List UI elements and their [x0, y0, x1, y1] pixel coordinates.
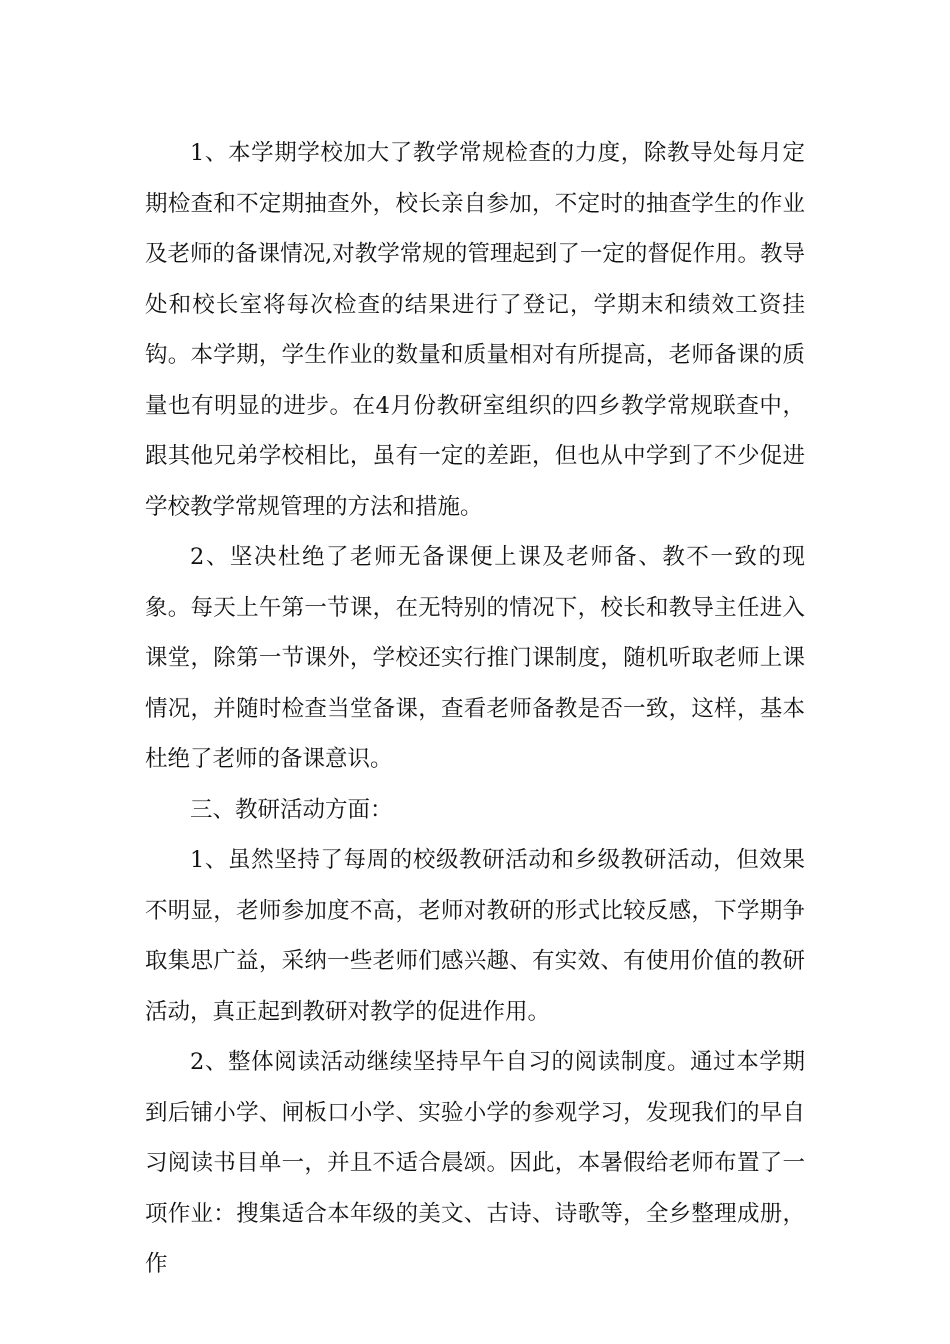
paragraph-reading-activities: 2、整体阅读活动继续坚持早午自习的阅读制度。通过本学期到后铺小学、闸板口小学、实验小学的参观学习，发现我们的早自习阅读书目单一，并且不适合晨颂。因此，本暑假给老师布置了一项作业：搜集适合本年级的美文、古诗、诗歌等，全乡整理成册，作 [145, 1049, 805, 1277]
document-body [145, 128, 805, 1290]
paragraph-research-activities: 1、虽然坚持了每周的校级教研活动和乡级教研活动，但效果不明显，老师参加度不高，老师对教研的形式比较反感，下学期争取集思广益，采纳一些老师们感兴趣、有实效、有使用价值的教研活动，真正起到教研对教学的促进作用。 [145, 847, 805, 1025]
paragraph-lesson-preparation: 2、坚决杜绝了老师无备课便上课及老师备、教不一致的现象。每天上午第一节课，在无特别的情况下，校长和教导主任进入课堂，除第一节课外，学校还实行推门课制度，随机听取老师上课情况，并随时检查当堂备课，查看老师备教是否一致，这样，基本杜绝了老师的备课意识。 [145, 544, 805, 772]
section-heading-teaching-research: 三、教研活动方面： [190, 796, 393, 823]
paragraph-routine-inspection: 1、本学期学校加大了教学常规检查的力度，除教导处每月定期检查和不定期抽查外，校长亲自参加，不定时的抽查学生的作业及老师的备课情况,对教学常规的管理起到了一定的督促作用。教导处和校长室将每次检查的结果进行了登记，学期末和绩效工资挂钩。本学期，学生作业的数量和质量相对有所提高，老师备课的质量也有明显的进步。在4月份教研室组织的四乡教学常规联查中，跟其他兄弟学校相比，虽有一定的差距，但也从中学到了不少促进学校教学常规管理的方法和措施。 [145, 140, 805, 520]
